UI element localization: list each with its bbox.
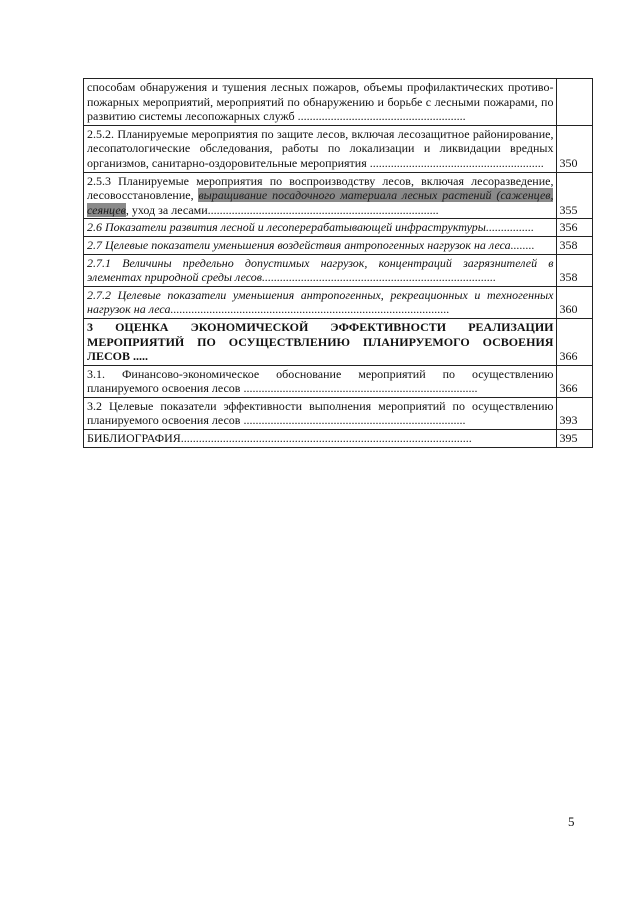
toc-row xyxy=(84,286,593,318)
entry-title: 3.2 Целевые показатели эффективности выполнения мероприятий по осуществлению планируемого освоения лесов xyxy=(87,398,554,428)
toc-row xyxy=(84,172,593,219)
toc-entry-text xyxy=(84,365,557,397)
toc-entry-text xyxy=(84,318,557,365)
entry-title: БИБЛИОГРАФИЯ xyxy=(87,431,181,446)
entry-title: 2.6 Показатели развития лесной и лесоперерабатывающей инфраструктуры xyxy=(87,220,486,235)
toc-page-number: 393 xyxy=(557,397,593,429)
toc-page-number: 350 xyxy=(557,125,593,172)
toc-row xyxy=(84,125,593,172)
dot-leader: ........ xyxy=(510,237,535,252)
entry-title-part: 2.5.3 Планируемые мероприятия по воспроизводству лесов, включая лесоразведение, лесовосстановление, xyxy=(87,173,554,203)
toc-page-number: 395 xyxy=(557,430,593,448)
entry-title: 2.7.1 Величины предельно допустимых нагрузок, концентраций загрязнителей в элементах природной среды лесов xyxy=(87,255,554,285)
highlighted-text: выращивание посадочного материала лесных растений (саженцев, сеянцев xyxy=(87,188,554,217)
toc-row xyxy=(84,79,593,126)
toc-page-number: 366 xyxy=(557,365,593,397)
dot-leader: ................ xyxy=(485,220,534,235)
toc-page-number: 358 xyxy=(557,236,593,254)
dot-leader: .......................................................... xyxy=(369,155,544,170)
dot-leader: .......................................................................... xyxy=(243,413,466,428)
dot-leader: ............................................................................. xyxy=(207,202,439,217)
toc-entry-text xyxy=(84,79,557,126)
toc-row xyxy=(84,430,593,448)
toc-entry-text xyxy=(84,430,557,448)
toc-row xyxy=(84,365,593,397)
dot-leader: ................................................................................................. xyxy=(180,431,472,446)
toc-row xyxy=(84,318,593,365)
toc-entry-text xyxy=(84,236,557,254)
toc-entry-text xyxy=(84,172,557,219)
toc-entry-text xyxy=(84,397,557,429)
toc-page-number: 360 xyxy=(557,286,593,318)
entry-title: 3.1. Финансово-экономическое обоснование мероприятий по осуществлению планируемого освоения лесов xyxy=(87,366,554,396)
dot-leader: ..... xyxy=(132,349,148,364)
toc-page-number: 355 xyxy=(557,172,593,219)
entry-title: способам обнаружения и тушения лесных пожаров, объемы профилактических противо-пожарных мероприятий, мероприятий по обнаружению и борьбе с лесными пожарами, по развитию системы лесопожарных служб xyxy=(87,80,554,124)
entry-title-part: , уход за лесами xyxy=(125,202,208,217)
entry-title: 2.7.2 Целевые показатели уменьшения антропогенных, рекреационных и техногенных нагрузок на леса xyxy=(87,287,554,317)
toc-row xyxy=(84,254,593,286)
toc-entry-text xyxy=(84,254,557,286)
toc-entry-text xyxy=(84,219,557,237)
toc-page-number: 358 xyxy=(557,254,593,286)
toc-page-number xyxy=(557,79,593,126)
toc-page-number: 356 xyxy=(557,219,593,237)
entry-title: 2.7 Целевые показатели уменьшения воздействия антропогенных нагрузок на леса xyxy=(87,237,511,252)
dot-leader: ........................................................ xyxy=(297,109,466,124)
toc-entry-text xyxy=(84,125,557,172)
toc-row xyxy=(84,397,593,429)
page-number: 5 xyxy=(568,814,575,829)
dot-leader: .............................................................................. xyxy=(261,270,496,285)
toc-table xyxy=(83,78,593,448)
dot-leader: .............................................................................. xyxy=(243,381,478,396)
toc-row xyxy=(84,236,593,254)
entry-title: 3 ОЦЕНКА ЭКОНОМИЧЕСКОЙ ЭФФЕКТИВНОСТИ РЕАЛИЗАЦИИ МЕРОПРИЯТИЙ ПО ОСУЩЕСТВЛЕНИЮ ПЛАНИРУЕМОГО ОСВОЕНИЯ ЛЕСОВ xyxy=(87,319,554,364)
entry-title: 2.5.2. Планируемые мероприятия по защите лесов, включая лесозащитное районирование, лесопатологические обследования, работы по локализации и ликвидации вредных организмов, санитарно-оздоровительные мероприятия xyxy=(87,126,554,170)
dot-leader: ............................................................................................. xyxy=(170,302,450,317)
toc-page-number: 366 xyxy=(557,318,593,365)
toc-entry-text xyxy=(84,286,557,318)
toc-row xyxy=(84,219,593,237)
